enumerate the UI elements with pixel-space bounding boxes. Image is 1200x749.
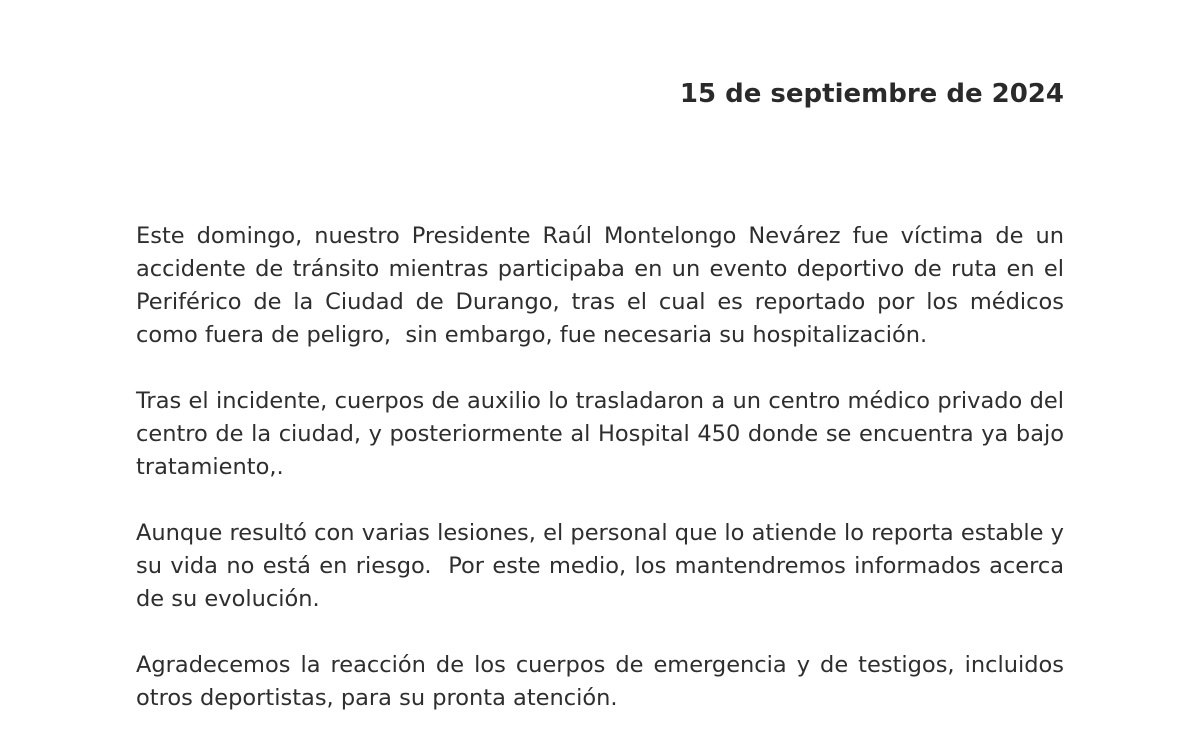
paragraph-accident: Este domingo, nuestro Presidente Raúl Montelongo Nevárez fue víctima de un accidente de tránsito mientras participaba en un evento deportivo de ruta en el Periférico de la Ciudad de Durango, tras el cual es reportado por los médicos como fuera de peligro, sin embargo, fue necesaria su hospitalización.	[136, 223, 1072, 348]
paragraph-transfer: Tras el incidente, cuerpos de auxilio lo trasladaron a un centro médico privado del centro de la ciudad, y posteriormente al Hospital 450 donde se encuentra ya bajo tratamiento,.	[136, 388, 1072, 480]
paragraph-condition: Aunque resultó con varias lesiones, el personal que lo atiende lo reporta estable y su vida no está en riesgo. Por este medio, los mantendremos informados acerca de su evolución.	[136, 520, 1072, 612]
document-date: 15 de septiembre de 2024	[679, 79, 1064, 109]
paragraph-thanks: Agradecemos la reacción de los cuerpos de emergencia y de testigos, incluidos otros deportistas, para su pronta atención.	[136, 652, 1072, 711]
document-body	[136, 220, 1072, 748]
